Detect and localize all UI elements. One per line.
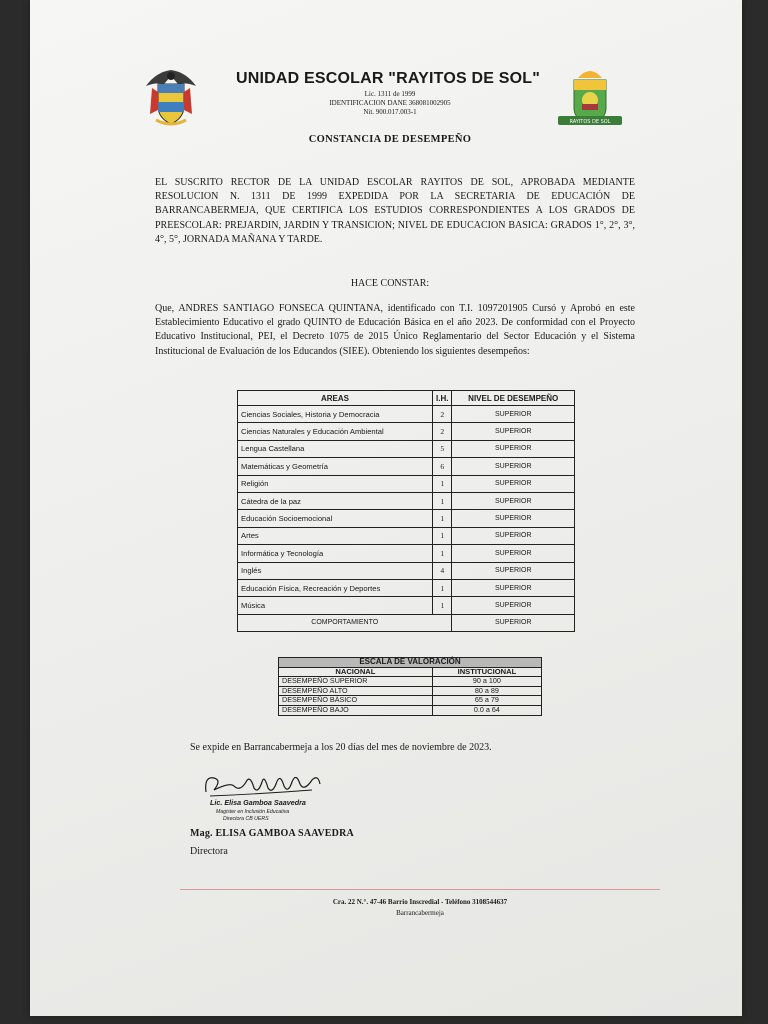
area-cell: Informática y Tecnología — [238, 545, 433, 562]
table-row — [238, 579, 575, 596]
nivel-cell: SUPERIOR — [452, 527, 575, 544]
table-row — [238, 545, 575, 562]
table-row — [238, 510, 575, 527]
area-cell: Matemáticas y Geometría — [238, 458, 433, 475]
nacional-cell: DESEMPEÑO BAJO — [279, 705, 433, 715]
intro-paragraph: EL SUSCRITO RECTOR DE LA UNIDAD ESCOLAR RAYITOS DE SOL, APROBADA MEDIANTE RESOLUCION N. 1311 DE 1999 EXPEDIDA POR LA SECRETARIA DE EDUCACIÓN DE BARRANCABERMEJA, QUE CERTIFICA LOS ESTUDIOS CORRESPONDIENTES A LOS GRADOS DE PREESCOLAR: PREJARDIN, JARDIN Y TRANSICION; NIVEL DE EDUCACION BASICA: GRADOS 1°, 2°, 3°, 4°, 5°, JORNADA MAÑANA Y TARDE. — [155, 177, 635, 245]
signature-name: Lic. Elisa Gamboa Saavedra — [210, 798, 306, 807]
svg-text:RAYITOS DE SOL: RAYITOS DE SOL — [569, 119, 611, 125]
nivel-cell: SUPERIOR — [452, 492, 575, 509]
ih-cell: 5 — [433, 440, 452, 457]
hace-constar-heading: HACE CONSTAR: — [350, 278, 430, 289]
table-row — [238, 492, 575, 509]
comportamiento-label: COMPORTAMIENTO — [238, 614, 452, 631]
document-page — [30, 0, 742, 1016]
area-cell: Educación Física, Recreación y Deportes — [238, 579, 433, 596]
ih-cell: 2 — [433, 423, 452, 440]
director-role: Directora — [190, 846, 228, 857]
institucional-cell: 80 a 89 — [432, 686, 541, 696]
col-header-nivel: NIVEL DE DESEMPEÑO — [452, 391, 575, 406]
escala-table — [278, 657, 542, 716]
nivel-cell: SUPERIOR — [452, 510, 575, 527]
footer-city: Barrancabermeja — [396, 909, 444, 917]
nivel-cell: SUPERIOR — [452, 545, 575, 562]
escala-col-institucional: INSTITUCIONAL — [432, 667, 541, 677]
comportamiento-row — [238, 614, 575, 631]
signature-role-note: Directora CB UERS — [223, 816, 269, 822]
nivel-cell: SUPERIOR — [452, 597, 575, 614]
ih-cell: 1 — [433, 527, 452, 544]
ih-cell: 1 — [433, 475, 452, 492]
license-number: Lic. 1311 de 1999 — [364, 90, 416, 98]
nit-number: Nit. 900.017.003-1 — [363, 108, 417, 116]
nivel-cell: SUPERIOR — [452, 562, 575, 579]
ih-cell: 6 — [433, 458, 452, 475]
col-header-areas: AREAS — [238, 391, 433, 406]
ih-cell: 1 — [433, 579, 452, 596]
table-row — [238, 597, 575, 614]
area-cell: Música — [238, 597, 433, 614]
nivel-cell: SUPERIOR — [452, 406, 575, 423]
table-row — [238, 527, 575, 544]
table-header-row — [238, 391, 575, 406]
issue-statement: Se expide en Barrancabermeja a los 20 días del mes de noviembre de 2023. — [190, 742, 492, 753]
institucional-cell: 65 a 79 — [432, 696, 541, 706]
area-cell: Inglés — [238, 562, 433, 579]
institucional-cell: 0.0 a 64 — [432, 705, 541, 715]
director-name: Mag. ELISA GAMBOA SAAVEDRA — [190, 828, 354, 839]
ih-cell: 1 — [433, 597, 452, 614]
table-row — [238, 406, 575, 423]
nacional-cell: DESEMPEÑO ALTO — [279, 686, 433, 696]
table-row — [238, 423, 575, 440]
nivel-cell: SUPERIOR — [452, 423, 575, 440]
ih-cell: 4 — [433, 562, 452, 579]
statement-paragraph: Que, ANDRES SANTIAGO FONSECA QUINTANA, identificado con T.I. 1097201905 Cursó y Aprobó en este Establecimiento Educativo el grado QUINTO de Educación Básica en el año 2023. De conformidad con el Proyecto Educativo Institucional, PEI, el Decreto 1075 de 2015 Único Reglamentario del Sector Educación y el Sistema Institucional de Evaluación de los Educandos (SIEE). Obteniendo los siguientes desempeños: — [155, 303, 635, 357]
area-cell: Ciencias Naturales y Educación Ambiental — [238, 423, 433, 440]
table-row — [238, 458, 575, 475]
escala-col-nacional: NACIONAL — [279, 667, 433, 677]
table-row — [238, 475, 575, 492]
col-header-ih: I.H. — [433, 391, 452, 406]
performance-table — [237, 390, 575, 632]
escala-title: ESCALA DE VALORACIÓN — [279, 658, 542, 668]
area-cell: Religión — [238, 475, 433, 492]
nivel-cell: SUPERIOR — [452, 475, 575, 492]
ih-cell: 2 — [433, 406, 452, 423]
area-cell: Ciencias Sociales, Historia y Democracia — [238, 406, 433, 423]
table-row — [238, 440, 575, 457]
table-row — [238, 562, 575, 579]
nivel-cell: SUPERIOR — [452, 458, 575, 475]
nacional-cell: DESEMPEÑO BÁSICO — [279, 696, 433, 706]
signature-title: Magister en Inclusión Educativa — [216, 809, 290, 815]
escala-row — [279, 705, 542, 715]
area-cell: Educación Socioemocional — [238, 510, 433, 527]
document-title: CONSTANCIA DE DESEMPEÑO — [308, 134, 472, 145]
footer-divider — [180, 889, 660, 890]
colombia-coat-of-arms-icon — [142, 66, 200, 128]
area-cell: Artes — [238, 527, 433, 544]
footer-address: Cra. 22 N.°. 47-46 Barrio Inscredial - Teléfono 3108544637 — [332, 898, 508, 906]
nacional-cell: DESEMPEÑO SUPERIOR — [279, 677, 433, 687]
ih-cell: 1 — [433, 510, 452, 527]
ih-cell: 1 — [433, 545, 452, 562]
area-cell: Lengua Castellana — [238, 440, 433, 457]
nivel-cell: SUPERIOR — [452, 579, 575, 596]
nivel-cell: SUPERIOR — [452, 440, 575, 457]
institucional-cell: 90 a 100 — [432, 677, 541, 687]
comportamiento-nivel: SUPERIOR — [452, 614, 575, 631]
area-cell: Cátedra de la paz — [238, 492, 433, 509]
school-name: UNIDAD ESCOLAR "RAYITOS DE SOL" — [235, 70, 541, 87]
escala-row — [279, 677, 542, 687]
dane-id: IDENTIFICACION DANE 368081002905 — [329, 99, 451, 107]
ih-cell: 1 — [433, 492, 452, 509]
